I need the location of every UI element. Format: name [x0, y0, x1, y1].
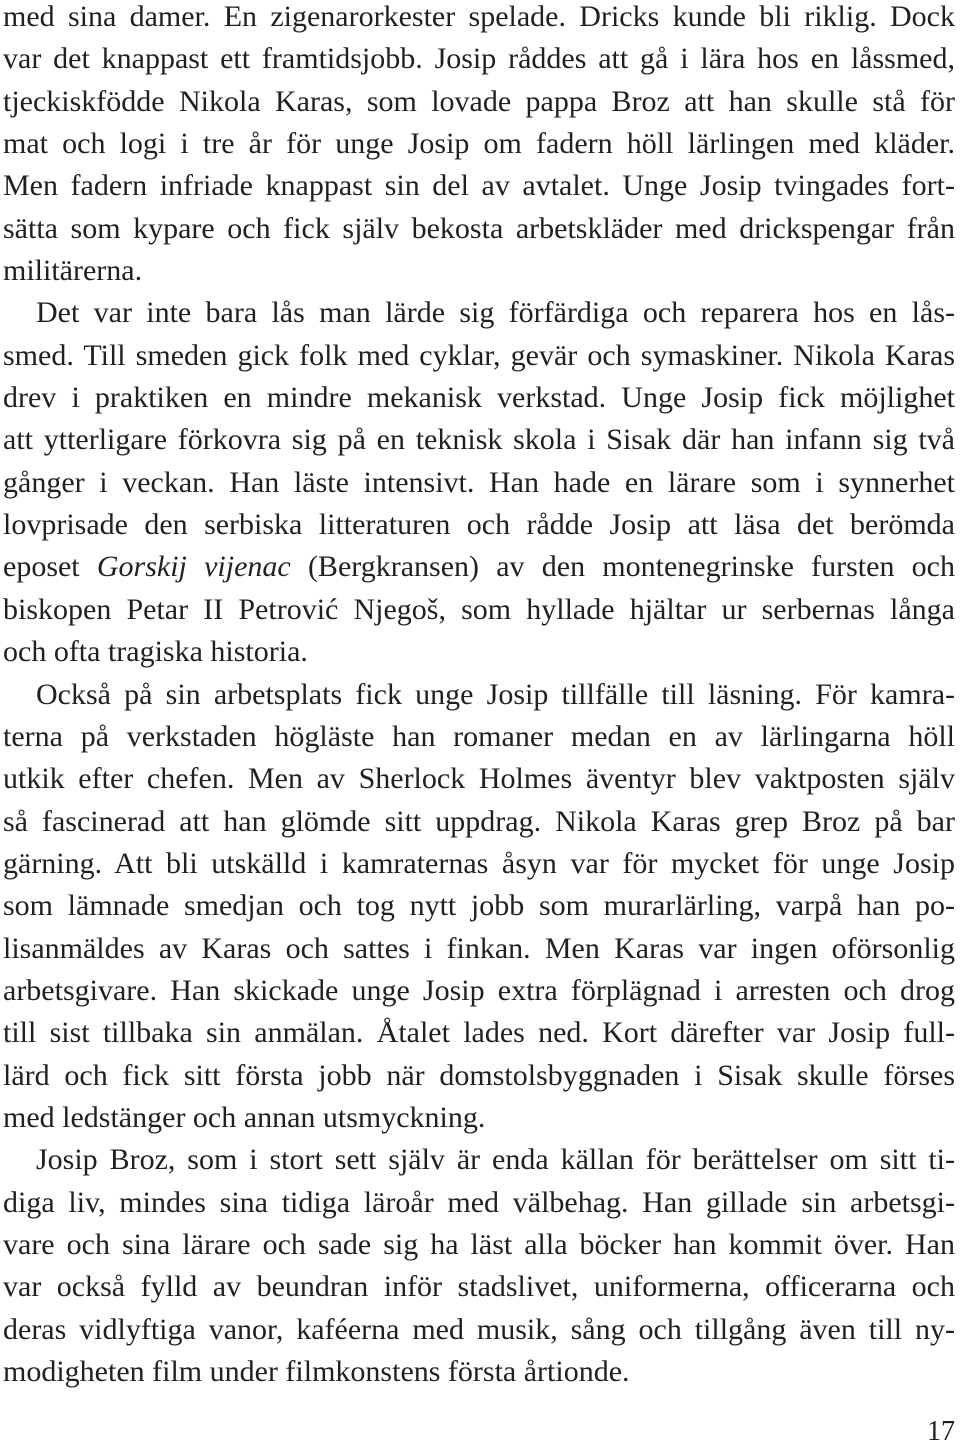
- text-line: som lämnade smedjan och tog nytt jobb som murarlärling, varpå han po-: [3, 889, 955, 923]
- text-line: Också på sin arbetsplats fick unge Josip tillfälle till läsning. För kamra-: [36, 677, 955, 711]
- text-line: med ledstänger och annan utsmyckning.: [3, 1100, 486, 1134]
- paragraph: [3, 1139, 955, 1393]
- text-line: militärerna.: [3, 254, 143, 288]
- text-line: sätta som kypare och fick själv bekosta arbetskläder med drickspengar från: [3, 211, 955, 245]
- text-line: vare och sina lärare och sade sig ha läst alla böcker han kommit över. Han: [3, 1227, 955, 1261]
- text-line: mat och logi i tre år för unge Josip om fadern höll lärlingen med kläder.: [3, 127, 955, 161]
- text-line: lisanmäldes av Karas och sattes i finkan. Men Karas var ingen oförsonlig: [3, 931, 955, 965]
- text-line: Josip Broz, som i stort sett själv är enda källan för berättelser om sitt ti-: [36, 1143, 955, 1177]
- text-line: med sina damer. En zigenarorkester spelade. Dricks kunde bli riklig. Dock: [3, 0, 955, 33]
- text-line: tjeckiskfödde Nikola Karas, som lovade pappa Broz att han skulle stå för: [3, 84, 955, 118]
- text-line: [3, 546, 955, 588]
- page-number: 17: [927, 1416, 955, 1447]
- text-line: och ofta tragiska historia.: [3, 635, 308, 669]
- body-text: [3, 0, 955, 1393]
- text-line: lärd och fick sitt första jobb när domstolsbyggnaden i Sisak skulle förses: [3, 1058, 955, 1092]
- paragraph: [3, 292, 955, 673]
- text-line: diga liv, mindes sina tidiga läroår med välbehag. Han gillade sin arbetsgi-: [3, 1185, 955, 1219]
- text-segment: (Bergkransen) av den montenegrinske fursten och: [290, 550, 955, 584]
- text-line: terna på verkstaden högläste han romaner medan en av lärlingarna höll: [3, 719, 955, 753]
- italic-book-title: Gorskij vijenac: [96, 550, 291, 584]
- text-line: gärning. Att bli utskälld i kamraternas åsyn var för mycket för unge Josip: [3, 846, 955, 880]
- text-line: lovprisade den serbiska litteraturen och rådde Josip att läsa det berömda: [3, 508, 955, 542]
- text-line: arbetsgivare. Han skickade unge Josip extra förplägnad i arresten och drog: [3, 973, 955, 1007]
- text-line: så fascinerad att han glömde sitt uppdrag. Nikola Karas grep Broz på bar: [3, 804, 955, 838]
- text-line: modigheten film under filmkonstens första årtionde.: [3, 1355, 630, 1388]
- text-line: var det knappast ett framtidsjobb. Josip råddes att gå i lära hos en låssmed,: [3, 42, 955, 76]
- text-line: deras vidlyftiga vanor, kaféerna med musik, sång och tillgång även till ny-: [3, 1312, 955, 1346]
- text-line: drev i praktiken en mindre mekanisk verkstad. Unge Josip fick möjlighet: [3, 381, 955, 415]
- text-line: gånger i veckan. Han läste intensivt. Han hade en lärare som i synnerhet: [3, 465, 955, 499]
- text-segment: eposet: [3, 550, 97, 584]
- text-line: smed. Till smeden gick folk med cyklar, gevär och symaskiner. Nikola Karas: [3, 338, 955, 372]
- text-line: till sist tillbaka sin anmälan. Åtalet lades ned. Kort därefter var Josip full-: [3, 1016, 955, 1050]
- text-line: var också fylld av beundran inför stadslivet, uniformerna, officerarna och: [3, 1270, 955, 1304]
- text-line: biskopen Petar II Petrović Njegoš, som hyllade hjältar ur serbernas långa: [3, 592, 955, 626]
- text-line: Det var inte bara lås man lärde sig förfärdiga och reparera hos en lås-: [36, 296, 955, 330]
- text-line: att ytterligare förkovra sig på en teknisk skola i Sisak där han infann sig två: [3, 423, 955, 457]
- paragraph: [3, 0, 955, 292]
- text-line: utkik efter chefen. Men av Sherlock Holmes äventyr blev vaktposten själv: [3, 762, 955, 796]
- text-line: Men fadern infriade knappast sin del av avtalet. Unge Josip tvingades fort-: [3, 169, 955, 203]
- paragraph: [3, 674, 955, 1140]
